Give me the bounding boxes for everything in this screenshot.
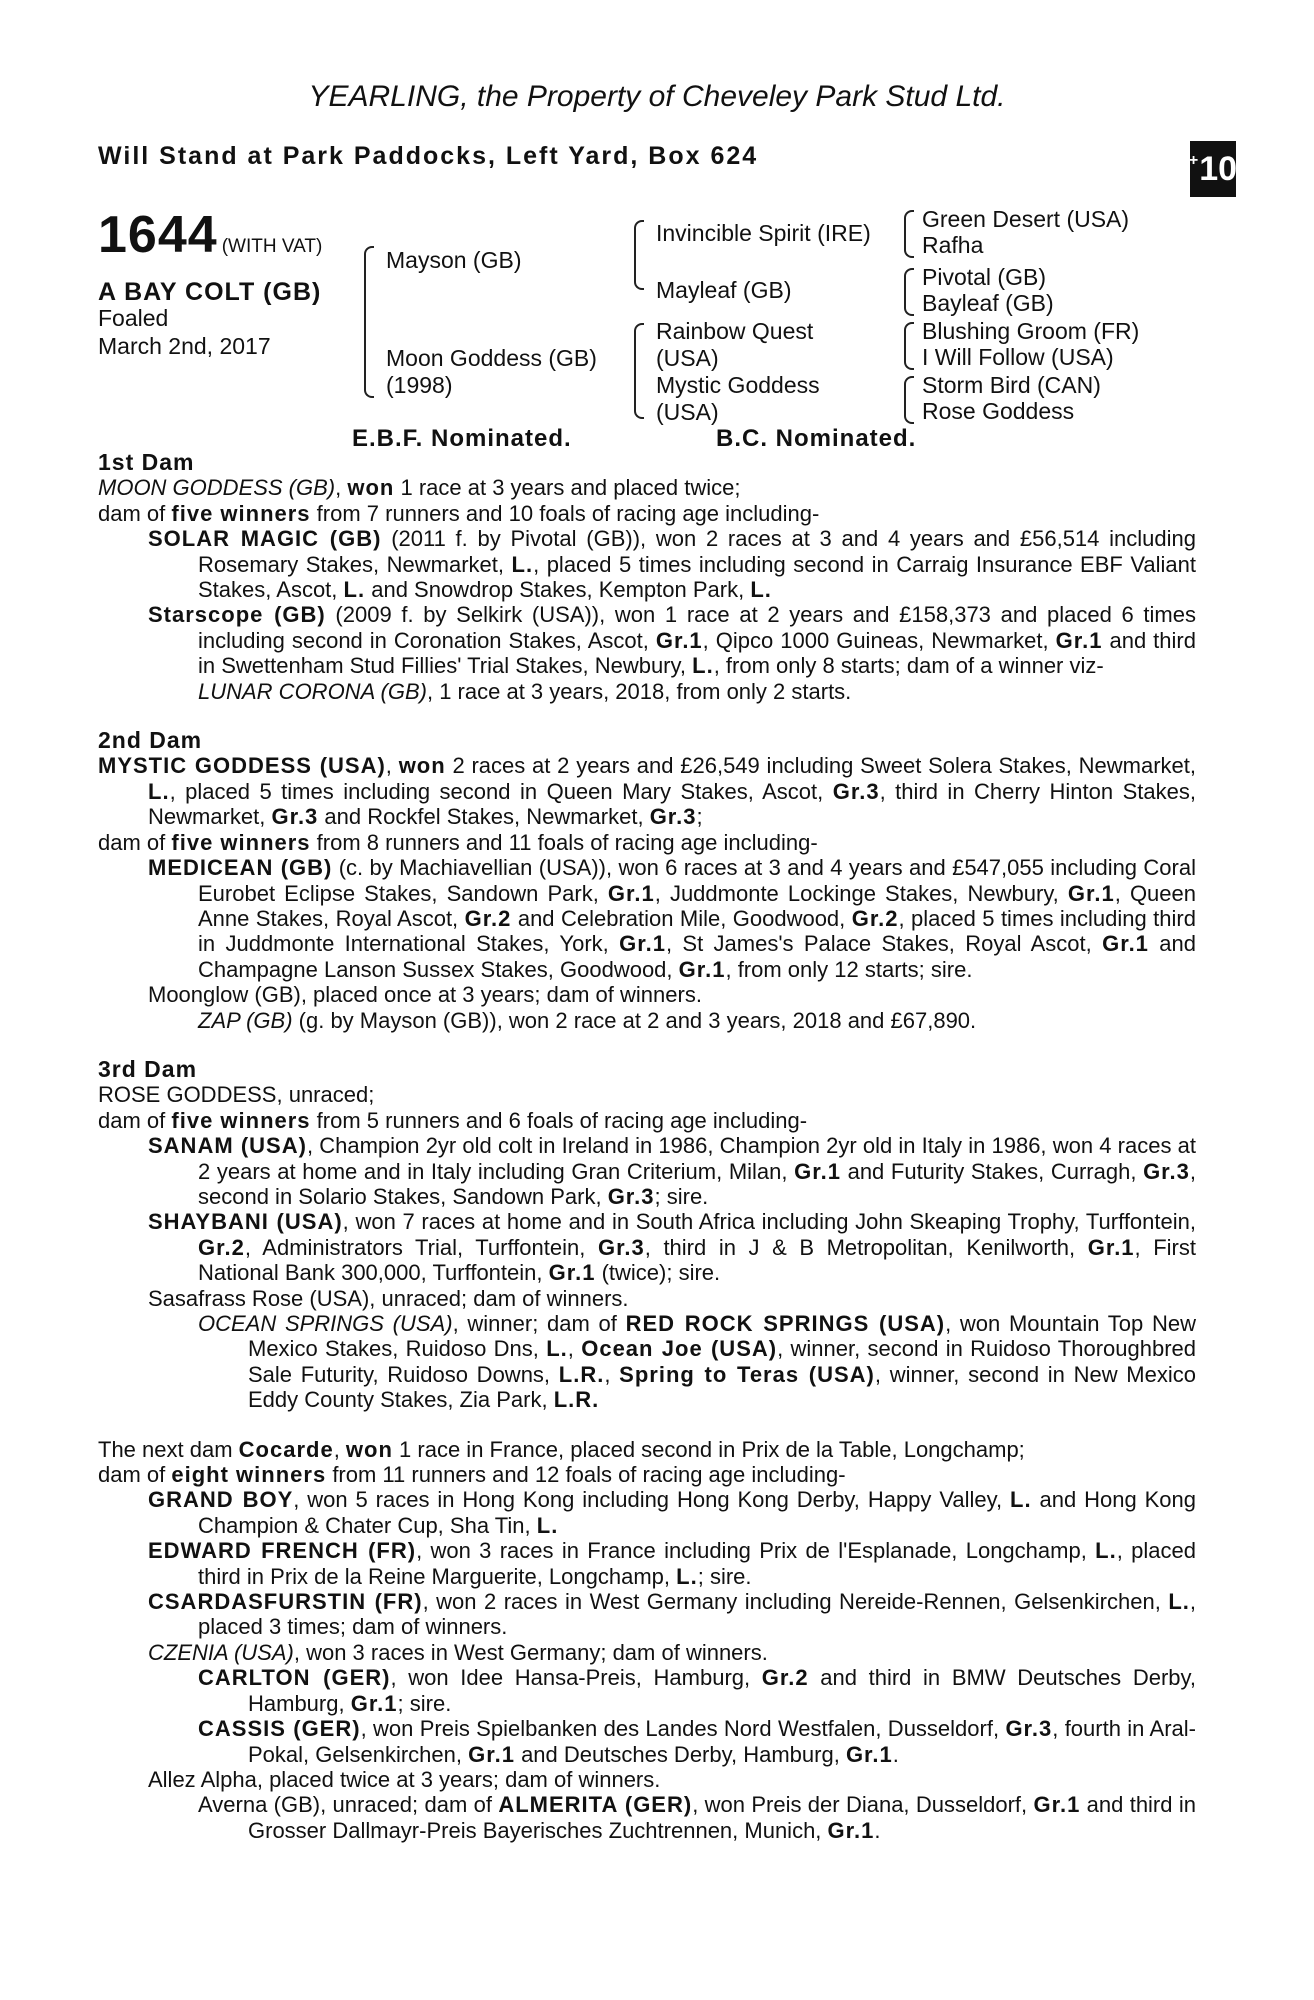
grade: L.R. (553, 1387, 600, 1413)
text: , second in Solario Stakes, Sandown Park, (198, 1158, 1196, 1209)
text: and Deutsches Derby, Hamburg, (521, 1741, 840, 1767)
lot-vat: (WITH VAT) (221, 236, 323, 257)
spacer (98, 1033, 1196, 1057)
text: ; sire. (397, 1690, 452, 1716)
ped-ssd: Rafha (922, 232, 984, 258)
text: , third in J & B Metropolitan, Kenilworth, (644, 1234, 1076, 1260)
grade: Gr.1 (1033, 1792, 1081, 1818)
grade: Gr.3 (1143, 1158, 1190, 1184)
produce-averna (98, 1792, 1196, 1843)
grade: Gr.3 (832, 778, 880, 804)
produce-moonglow: Moonglow (GB), placed once at 3 years; dam of winners. (148, 982, 702, 1008)
grade: L. (692, 653, 714, 679)
third-dam-line: ROSE GODDESS, unraced; (98, 1082, 375, 1108)
text: from 11 runners and 12 foals of racing age including- (332, 1462, 846, 1488)
produce-cassis (98, 1716, 1196, 1767)
grade: Gr.3 (649, 804, 697, 830)
produce-lunar-corona (98, 679, 1196, 704)
text: (2011 f. by Pivotal (GB)), won 2 races at 3 and 4 years and £56,514 including Rosemary Stakes, Newmarket, (198, 526, 1196, 577)
horse-name: OCEAN SPRINGS (USA) (198, 1311, 453, 1336)
grade: Gr.3 (1005, 1716, 1053, 1742)
text: from 8 runners and 11 foals of racing age including- (316, 829, 818, 855)
text: 1 race in France, placed second in Prix de la Table, Longchamp; (399, 1436, 1025, 1462)
text: and third in Grosser Dallmayr-Preis Bayerisches Zuchtrennen, Munich, (248, 1792, 1196, 1843)
next-dam-name: Cocarde (238, 1436, 334, 1462)
horse-name: SANAM (USA) (148, 1133, 307, 1159)
text: (twice); sire. (601, 1260, 721, 1286)
text: , Queen Anne Stakes, Royal Ascot, (198, 880, 1196, 931)
horse-name: CSARDASFURSTIN (FR) (148, 1589, 423, 1615)
text: ; (696, 804, 703, 830)
grade: L. (1095, 1538, 1117, 1564)
horse-name: LUNAR CORONA (GB) (198, 678, 427, 704)
text: 2 races at 2 years and £26,549 including Sweet Solera Stakes, Newmarket, (452, 753, 1196, 779)
brace-dd (904, 376, 914, 424)
grade: Gr.1 (1055, 627, 1103, 653)
first-dam-name: MOON GODDESS (GB) (98, 475, 336, 501)
text: , Qipco 1000 Guineas, Newmarket, (702, 627, 1049, 653)
text: and Hong Kong Champion & Chater Cup, Sha Tin, (198, 1487, 1196, 1538)
horse-name: MEDICEAN (GB) (148, 855, 333, 881)
text: . (892, 1741, 899, 1767)
foaled-block (98, 304, 271, 360)
bc-nomination: B.C. Nominated. (716, 425, 917, 452)
produce-solar-magic (98, 526, 1196, 602)
produce-grand-boy (98, 1487, 1196, 1538)
second-dam-produce (98, 830, 1196, 855)
foaled-date: March 2nd, 2017 (98, 333, 271, 359)
text: dam of (98, 829, 166, 855)
horse-name: RED ROCK SPRINGS (USA) (625, 1311, 946, 1336)
grade: L. (676, 1563, 698, 1589)
text: (c. by Machiavellian (USA)), won 6 races at 3 and 4 years and £547,055 including Coral Eurobet Eclipse Stakes, Sandown Park, (198, 855, 1196, 906)
horse-name: CASSIS (GER) (198, 1716, 361, 1742)
brace-ss (904, 210, 914, 258)
ped-ds (656, 318, 813, 372)
horse-name: Ocean Joe (USA) (581, 1336, 778, 1362)
text: ; sire. (697, 1563, 752, 1589)
third-dam-produce (98, 1108, 1196, 1133)
spacer (98, 1413, 1196, 1437)
lot-badge (1190, 141, 1236, 197)
ped-ds-line2: (USA) (656, 345, 719, 371)
text: , fourth in Aral-Pokal, Gelsenkirchen, (248, 1716, 1196, 1767)
text: , winner; dam of (452, 1311, 617, 1336)
ped-dam-line2: (1998) (386, 372, 453, 398)
produce-starscope (98, 602, 1196, 678)
text: dam of (98, 500, 166, 526)
text: (2009 f. by Selkirk (USA)), won 1 race at 2 years and £158,373 and placed 6 times including second in Coronation Stakes, Ascot, (198, 602, 1196, 653)
text: , First National Bank 300,000, Turffontein, (198, 1234, 1196, 1286)
produce-shaybani (98, 1209, 1196, 1285)
text: , winner, second in Ruidoso Thoroughbred Sale Futurity, Ruidoso Downs, (248, 1336, 1196, 1387)
page-title: YEARLING, the Property of Cheveley Park Stud Ltd. (308, 80, 1006, 113)
text: , Champion 2yr old colt in Ireland in 1986, Champion 2yr old in Italy in 1986, won 4 races at 2 years at home and in Italy including Gran Criterium, Milan, (198, 1133, 1196, 1184)
text: and third in BMW Deutsches Derby, Hamburg, (248, 1665, 1196, 1716)
grade: Gr.3 (607, 1183, 655, 1209)
ped-sdd: Bayleaf (GB) (922, 290, 1054, 316)
won: won (345, 1436, 393, 1462)
text: and Champagne Lanson Sussex Stakes, Goodwood, (198, 931, 1196, 982)
horse-name: Starscope (GB) (148, 602, 326, 628)
horse-name: SOLAR MAGIC (GB) (148, 526, 382, 552)
horse-name: Spring to Teras (USA) (619, 1361, 875, 1387)
next-dam-line: The next dam Cocarde, won 1 race in France, placed second in Prix de la Table, Longchamp; (98, 1436, 1025, 1462)
produce-sanam (98, 1133, 1196, 1209)
lot-number: 1644 (98, 206, 218, 264)
grade: L. (536, 1512, 559, 1538)
produce-zap (98, 1008, 1196, 1033)
grade: Gr.1 (548, 1260, 596, 1286)
ped-dam (386, 345, 597, 399)
text: , winner, second in New Mexico Eddy County Stakes, Zia Park, (248, 1361, 1196, 1413)
text: , Juddmonte Lockinge Stakes, Newbury, (654, 880, 1059, 906)
ped-ss: Invincible Spirit (IRE) (656, 220, 871, 246)
text: , won Preis der Diana, Dusseldorf, (692, 1792, 1028, 1818)
grade: Gr.1 (678, 956, 726, 982)
text: from 7 runners and 10 foals of racing age including- (316, 500, 820, 526)
text: , from only 8 starts; dam of a winner viz- (713, 653, 1104, 679)
first-dam-line: MOON GODDESS (GB), won 1 race at 3 years and placed twice; (98, 475, 741, 501)
ped-sss: Green Desert (USA) (922, 206, 1130, 232)
horse-name: CARLTON (GER) (198, 1665, 391, 1691)
winners-count: five winners (171, 500, 311, 526)
grade: Gr.2 (464, 905, 512, 931)
text: , placed 5 times including second in Queen Mary Stakes, Ascot, (169, 778, 824, 804)
text: , won Mountain Top New Mexico Stakes, Ruidoso Dns, (248, 1311, 1196, 1362)
text: and Rockfel Stakes, Newmarket, (324, 804, 644, 830)
text: , (567, 1336, 574, 1362)
text: from 5 runners and 6 foals of racing age including- (316, 1107, 808, 1133)
stand-location: Will Stand at Park Paddocks, Left Yard, Box 624 (98, 142, 759, 170)
grade: Gr.1 (827, 1817, 875, 1843)
grade: Gr.2 (851, 905, 899, 931)
brace-ds (904, 322, 914, 370)
first-dam-produce (98, 501, 1196, 526)
grade: Gr.1 (468, 1741, 515, 1767)
produce-sasafrass: Sasafrass Rose (USA), unraced; dam of winners. (148, 1285, 629, 1311)
produce-carlton (98, 1665, 1196, 1716)
grade: Gr.1 (1087, 1234, 1135, 1260)
grade: Gr.3 (271, 804, 319, 830)
ped-sd: Mayleaf (GB) (656, 277, 792, 303)
text: , placed 5 times including third in Juddmonte International Stakes, York, (198, 905, 1196, 957)
grade: L. (148, 778, 170, 804)
ped-ds-line1: Rainbow Quest (656, 318, 814, 344)
grade: L. (1168, 1589, 1190, 1615)
brace-main (364, 246, 374, 398)
ebf-nomination: E.B.F. Nominated. (352, 425, 572, 452)
brace-sd (904, 268, 914, 316)
text: , from only 12 starts; sire. (725, 956, 973, 982)
brace-sire (634, 220, 644, 290)
text: , won Idee Hansa-Preis, Hamburg, (390, 1665, 751, 1691)
horse-name: EDWARD FRENCH (FR) (148, 1538, 417, 1564)
produce-edward-french (98, 1538, 1196, 1589)
ped-sds: Pivotal (GB) (922, 264, 1046, 290)
next-dam-produce (98, 1462, 1196, 1487)
produce-ocean-springs (98, 1311, 1196, 1413)
ped-dd-line2: (USA) (656, 399, 719, 425)
first-dam-won: won (347, 475, 395, 501)
produce-csardasfurstin (98, 1589, 1196, 1640)
horse-name: ALMERITA (GER) (498, 1792, 693, 1818)
text: Averna (GB), unraced; dam of (198, 1792, 492, 1818)
text: and Celebration Mile, Goodwood, (517, 905, 846, 931)
badge-number: 10 (1199, 149, 1238, 188)
text: , won 5 races in Hong Kong including Hong Kong Derby, Happy Valley, (293, 1487, 1003, 1513)
text: , placed 3 times; dam of winners. (198, 1589, 1196, 1640)
second-dam-heading: 2nd Dam (98, 727, 203, 754)
winners-count: five winners (171, 829, 311, 855)
ped-dsd: I Will Follow (USA) (922, 344, 1114, 370)
ped-dss: Blushing Groom (FR) (922, 318, 1140, 344)
ped-sire: Mayson (GB) (386, 247, 522, 273)
grade: Gr.1 (845, 1741, 893, 1767)
text: , Administrators Trial, Turffontein, (244, 1234, 586, 1260)
second-dam-name: MYSTIC GODDESS (USA) (98, 753, 386, 779)
text: dam of (98, 1462, 166, 1488)
second-dam-line: MYSTIC GODDESS (USA), won 2 races at 2 years and £26,549 including Sweet Solera Stakes, Newmarket, L., placed 5 times including second in Queen Mary Stakes, Ascot, Gr.3, third in Cherry Hinton Stakes, Newmarket, Gr.3 and Rockfel Stakes, Newmarket, Gr.3; (98, 753, 1196, 830)
grade: Gr.1 (350, 1690, 398, 1716)
text: (g. by Mayson (GB)), won 2 race at 2 and 3 years, 2018 and £67,890. (298, 1007, 977, 1033)
text: The next dam (98, 1436, 233, 1462)
text: , won 3 races in France including Prix de l'Esplanade, Longchamp, (416, 1538, 1087, 1564)
horse-name: SHAYBANI (USA) (148, 1209, 343, 1235)
horse-name: ZAP (GB) (198, 1007, 293, 1033)
won: won (398, 753, 446, 779)
lot-number-block (98, 205, 322, 265)
produce-medicean (98, 855, 1196, 982)
grade: Gr.2 (198, 1234, 245, 1260)
produce-allez-alpha: Allez Alpha, placed twice at 3 years; dam of winners. (148, 1766, 661, 1792)
first-dam-rest: 1 race at 3 years and placed twice; (400, 475, 741, 501)
catalogue-body (98, 450, 1196, 1843)
horse-name: GRAND BOY (148, 1487, 294, 1513)
text: , won 2 races in West Germany including Nereide-Rennen, Gelsenkirchen, (422, 1589, 1161, 1615)
horse-name: CZENIA (USA) (148, 1639, 294, 1665)
text: ; sire. (654, 1183, 709, 1209)
grade: Gr.1 (607, 880, 655, 906)
ped-dam-line1: Moon Goddess (GB) (386, 345, 597, 371)
grade: L.R. (558, 1361, 605, 1387)
ped-ddd: Rose Goddess (922, 398, 1075, 424)
ped-dds: Storm Bird (CAN) (922, 372, 1101, 398)
text: . (874, 1817, 881, 1843)
text: and third in Swettenham Stud Fillies' Trial Stakes, Newbury, (198, 627, 1196, 679)
text: , won Preis Spielbanken des Landes Nord Westfalen, Dusseldorf, (360, 1716, 1000, 1742)
lot-name: A BAY COLT (GB) (98, 278, 322, 306)
grade: Gr.2 (761, 1665, 809, 1691)
text: dam of (98, 1107, 166, 1133)
grade: Gr.3 (597, 1234, 645, 1260)
first-dam-heading: 1st Dam (98, 449, 195, 475)
text: , St James's Palace Stakes, Royal Ascot, (665, 931, 1092, 957)
spacer (98, 704, 1196, 728)
winners-count: five winners (171, 1107, 311, 1133)
text: , placed 5 times including second in Carraig Insurance EBF Valiant Stakes, Ascot, (198, 551, 1196, 603)
grade: Gr.1 (619, 931, 666, 957)
produce-czenia (98, 1640, 1196, 1665)
grade: Gr.1 (1102, 931, 1149, 957)
text: , won 3 races in West Germany; dam of winners. (293, 1639, 768, 1665)
ped-dd-line1: Mystic Goddess (656, 372, 820, 398)
grade: Gr.1 (1067, 880, 1115, 906)
grade: L. (546, 1336, 568, 1362)
grade: L. (1010, 1487, 1032, 1513)
text: and Snowdrop Stakes, Kempton Park, (371, 577, 745, 603)
grade: L. (750, 577, 772, 603)
text: , third in Cherry Hinton Stakes, Newmarket, (148, 778, 1196, 830)
brace-dam (634, 323, 644, 419)
grade: L. (511, 551, 534, 577)
foaled-label: Foaled (98, 305, 169, 331)
text: , 1 race at 3 years, 2018, from only 2 starts. (426, 678, 852, 704)
grade: L. (343, 577, 366, 603)
grade: Gr.1 (794, 1158, 841, 1184)
third-dam-heading: 3rd Dam (98, 1055, 198, 1082)
text: and Futurity Stakes, Curragh, (847, 1158, 1137, 1184)
winners-count: eight winners (171, 1462, 327, 1488)
text: , (604, 1361, 611, 1387)
grade: Gr.1 (655, 627, 703, 653)
ped-dd (656, 372, 820, 426)
text: , placed third in Prix de la Reine Marguerite, Longchamp, (198, 1538, 1196, 1589)
text: , won 7 races at home and in South Africa including John Skeaping Trophy, Turffontein, (342, 1209, 1196, 1235)
badge-plus: + (1188, 152, 1199, 169)
